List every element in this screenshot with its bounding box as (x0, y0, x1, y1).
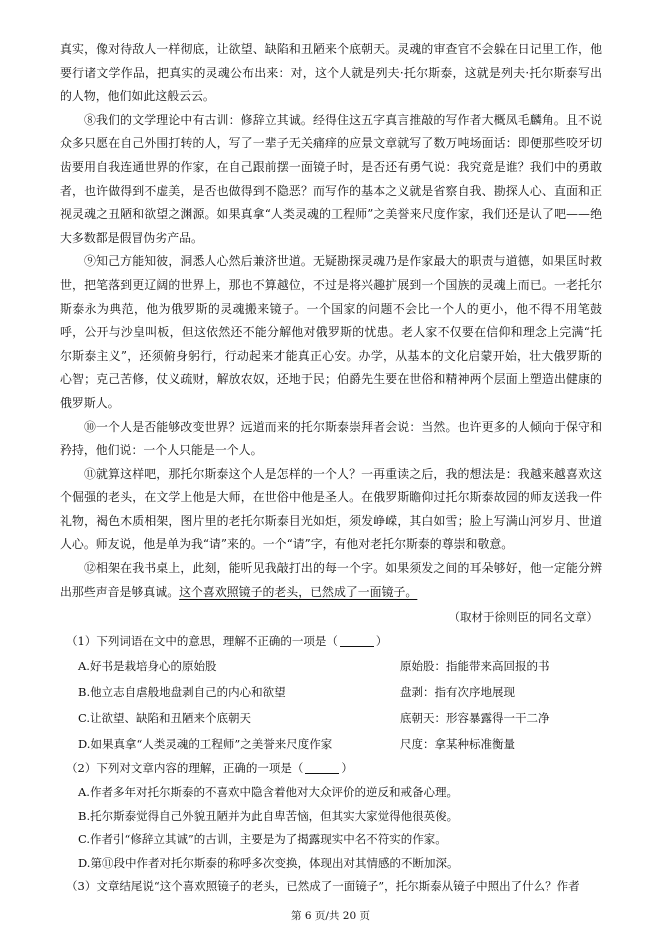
option-row (60, 653, 602, 679)
paragraph-8: ⑧我们的文学理论中有古训：修辞立其诚。经得住这五字真言推敲的写作者大概凤毛麟角。且不说众多只愿在自己外围打转的人，写了一辈子无关痛痒的应景文章就写了数万吨场面话：即便那些咬牙切齿要用自我连通世界的作家，在自己跟前摆一面镜子时，是否还有勇气说：我究竟是谁？我们中的勇敢者，也许做得到不虚美，是否也做得到不隐恶？而写作的基本之义就是省察自我、勘探人心、直面和正视灵魂之丑陋和欲望之渊源。如果真拿“人类灵魂的工程师”之美誉来尺度作家，我们还是认了吧——绝大多数都是假冒伪劣产品。 (60, 112, 602, 245)
question-2-end: ） (341, 761, 353, 776)
paragraph-12-text: ⑫相架在我书桌上，此刻，能听见我敲打出的每一个字。如果须发之间的耳朵够好，他一定能分辨出那些声音是够真诚。 (60, 561, 602, 599)
option-row (60, 679, 602, 705)
option-explanation: 尺度：拿某种标准衡量 (400, 737, 515, 752)
answer-blank[interactable] (340, 634, 374, 647)
paragraph-12 (60, 557, 602, 604)
underlined-sentence: 这个喜欢照镜子的老头，已然成了一面镜子。 (179, 584, 418, 599)
paragraph-9: ⑨知己方能知彼，洞悉人心然后兼济世道。无疑勘探灵魂乃是作家最大的职责与道德，如果匡时救世，把笔落到更辽阔的世界上，那也不算越位，不过是将兴趣扩展到一个国族的灵魂上而已。一老托尔斯泰永为典范，他为俄罗斯的灵魂搬来镜子。一个国家的问题不会比一个人的更小，他不得不用笔鼓呼，公开与沙皇叫板，但这依然还不能分解他对俄罗斯的忧患。老人家不仅要在信仰和理念上完满“托尔斯泰主义”，还须俯身躬行，行动起来才能真正心安。办学，从基本的文化启蒙开始，壮大俄罗斯的心智；克己苦修，仗义疏财，解放农奴，还地于民；伯爵先生要在世俗和精神两个层面上塑造出健康的俄罗斯人。 (60, 254, 602, 410)
paragraph-10: ⑩一个人是否能够改变世界？远道而来的托尔斯泰崇拜者会说：当然。也许更多的人倾向于保守和矜持，他们说：一个人只能是一个人。 (60, 419, 602, 458)
choice-item: C.作者引“修辞立其诚”的古训，主要是为了揭露现实中名不符实的作家。 (78, 832, 447, 847)
question-1-stem (60, 630, 602, 654)
option-text: A.好书是栽培身心的原始股 (78, 659, 217, 674)
choice-item: A.作者多年对托尔斯泰的不喜欢中隐含着他对大众评价的逆反和戒备心理。 (78, 785, 458, 800)
option-explanation: 底朝天：形容暴露得一干二净 (400, 711, 550, 726)
page-footer: 第 6 页/共 20 页 (291, 910, 370, 922)
option-text: B.他立志自虐般地盘剥自己的内心和欲望 (78, 685, 286, 700)
option-text: D.如果真拿“人类灵魂的工程师”之美誉来尺度作家 (78, 737, 333, 752)
paragraph-11: ⑪就算这样吧，那托尔斯泰这个人是怎样的一个人？一再重读之后，我的想法是：我越来越喜欢这个倔强的老头，在文学上他是大师，在世俗中他是圣人。在俄罗斯瞻仰过托尔斯泰故园的师友送我一件礼物，褐色木质相架，图片里的老托尔斯泰目光如炬，须发峥嵘，其白如雪；脸上写满山河岁月、世道人心。师友说，他是单为我“请”来的。一个“请”字，有他对老托尔斯泰的尊崇和敬意。 (60, 466, 602, 552)
option-explanation: 原始股：指能带来高回报的书 (400, 659, 550, 674)
option-row (60, 731, 602, 757)
paragraph-continued: 真实，像对待敌人一样彻底，让欲望、缺陷和丑陋来个底朝天。灵魂的审查官不会躲在日记里工作，他要行诸文学作品，把真实的灵魂公布出来：对，这个人就是列夫·托尔斯泰，这就是列夫·托尔斯泰写出的人物，他们如此这般云云。 (60, 42, 602, 104)
choice-item: D.第⑪段中作者对托尔斯泰的称呼多次变换，体现出对其情感的不断加深。 (78, 855, 459, 870)
question-2-stem (60, 757, 602, 781)
option-explanation: 盘剥：指有次序地展现 (400, 685, 515, 700)
question-1-text: （1）下列词语在文中的意思，理解不正确的一项是（ (66, 633, 338, 648)
question-3-stem: （3）文章结尾说“这个喜欢照镜子的老头，已然成了一面镜子”，托尔斯泰从镜子中照出了什么？作者 (66, 879, 580, 894)
source-note: （取材于徐则臣的同名文章） (448, 610, 598, 625)
choice-item: B.托尔斯泰觉得自己外貌丑陋并为此自卑苦恼，但其实大家觉得他很英俊。 (78, 808, 459, 823)
question-1-end: ） (375, 633, 388, 648)
option-row (60, 705, 602, 731)
article-content (60, 38, 602, 899)
answer-blank[interactable] (305, 761, 339, 774)
question-2-text: （2）下列对文章内容的理解，正确的一项是（ (66, 761, 304, 776)
option-text: C.让欲望、缺陷和丑陋来个底朝天 (78, 711, 252, 726)
